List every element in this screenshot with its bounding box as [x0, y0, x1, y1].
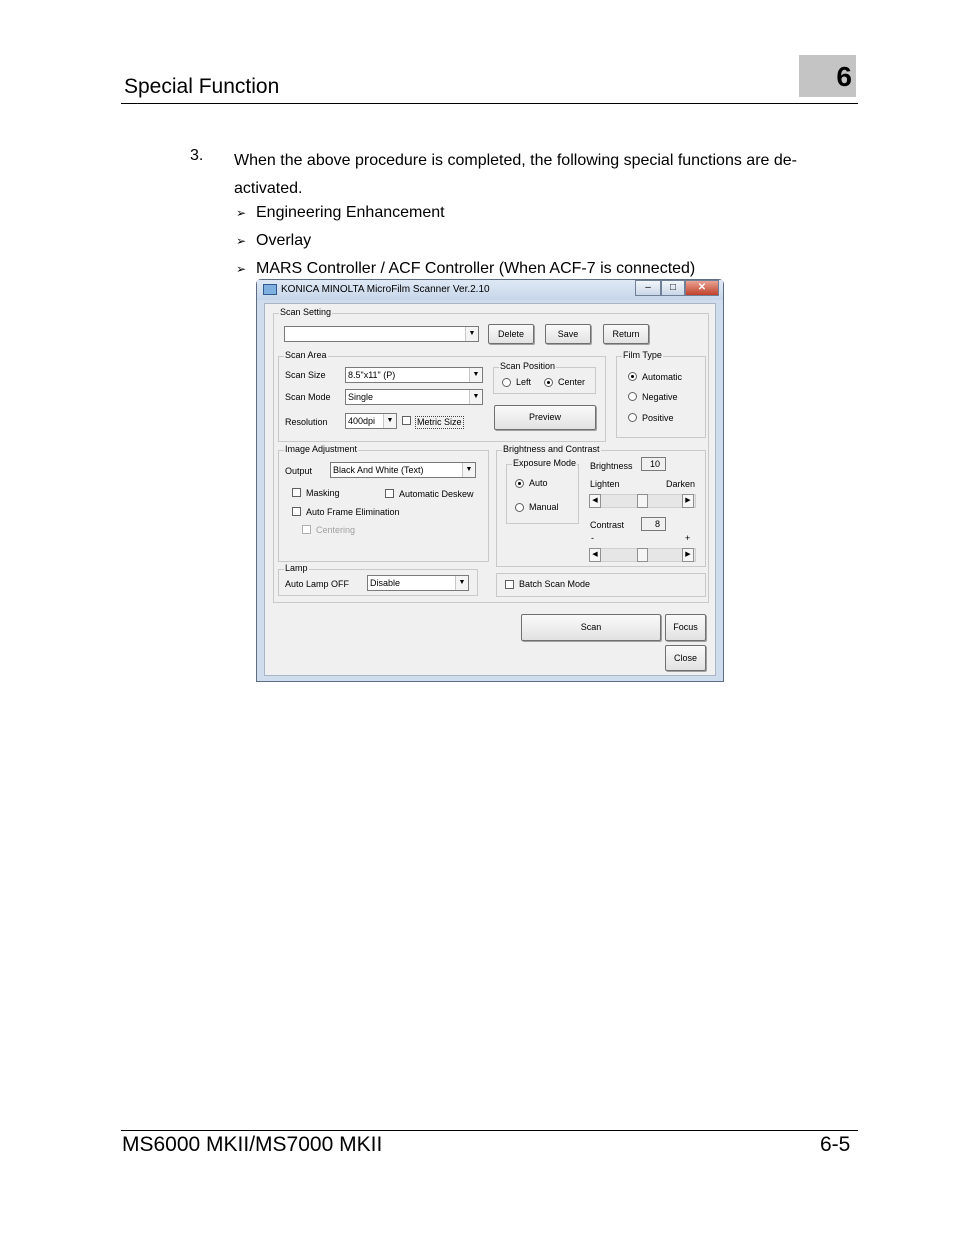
scan-size-value: 8.5"x11" (P) [348, 370, 396, 380]
output-label: Output [285, 466, 313, 476]
window-client-area [264, 303, 716, 676]
brightness-slider-thumb[interactable] [637, 494, 648, 508]
image-adjustment-group [278, 444, 489, 562]
scan-mode-label: Scan Mode [285, 392, 331, 402]
output-combo[interactable] [330, 462, 476, 478]
batch-scan-checkbox[interactable] [505, 580, 514, 589]
delete-button[interactable]: Delete [488, 324, 534, 344]
focus-button[interactable]: Focus [665, 614, 706, 641]
centering-checkbox[interactable] [302, 525, 311, 534]
window-titlebar[interactable] [257, 280, 723, 300]
footer-page-number: 6-5 [820, 1133, 851, 1156]
dropdown-arrow-icon: ▼ [469, 390, 482, 404]
bullet-arrow-icon: ➢ [236, 206, 247, 220]
film-negative-radio[interactable] [628, 392, 637, 401]
exposure-mode-legend: Exposure Mode [513, 458, 577, 468]
app-monitor-icon [263, 284, 277, 295]
bullet-text: Overlay [256, 232, 312, 249]
output-value: Black And White (Text) [333, 465, 424, 475]
masking-label: Masking [306, 488, 340, 498]
window-close-button[interactable]: ✕ [685, 280, 719, 296]
exposure-auto-label: Auto [529, 478, 548, 488]
slider-left-arrow-icon[interactable]: ◀ [589, 494, 601, 508]
scan-setting-group [273, 307, 709, 603]
bullet-text: Engineering Enhancement [256, 204, 445, 221]
slider-right-arrow-icon[interactable]: ▶ [682, 548, 694, 562]
deskew-label: Automatic Deskew [399, 489, 474, 499]
batch-scan-label: Batch Scan Mode [519, 579, 591, 589]
auto-lamp-off-value: Disable [370, 578, 401, 588]
bullet-text: MARS Controller / ACF Controller (When ACF-7 is connected) [256, 260, 696, 277]
auto-frame-elimination-checkbox[interactable] [292, 507, 301, 516]
maximize-button[interactable]: □ [661, 280, 685, 296]
close-button[interactable]: Close [665, 645, 706, 671]
scan-position-group [493, 361, 596, 394]
lighten-label: Lighten [590, 479, 620, 489]
save-button[interactable]: Save [545, 324, 591, 344]
masking-checkbox[interactable] [292, 488, 301, 497]
position-center-radio[interactable] [544, 378, 553, 387]
dropdown-arrow-icon: ▼ [383, 414, 396, 428]
slider-right-arrow-icon[interactable]: ▶ [682, 494, 694, 508]
resolution-label: Resolution [285, 417, 328, 427]
contrast-slider[interactable] [589, 548, 696, 562]
resolution-value: 400dpi [348, 416, 376, 426]
metric-size-label: Metric Size [417, 417, 462, 427]
step-text: When the above procedure is completed, the following special functions are de-activated. [234, 152, 797, 197]
scan-mode-combo[interactable] [345, 389, 483, 405]
scan-button[interactable]: Scan [521, 614, 661, 641]
image-adjustment-legend: Image Adjustment [285, 444, 358, 454]
bullet-arrow-icon: ➢ [236, 234, 247, 248]
position-left-label: Left [516, 377, 532, 387]
chapter-number: 6 [836, 61, 852, 92]
auto-frame-elimination-label: Auto Frame Elimination [306, 507, 400, 517]
centering-label: Centering [316, 525, 356, 535]
scan-mode-value: Single [348, 392, 374, 402]
darken-label: Darken [666, 479, 696, 489]
exposure-manual-radio[interactable] [515, 503, 524, 512]
auto-lamp-off-label: Auto Lamp OFF [285, 579, 350, 589]
film-automatic-label: Automatic [642, 372, 683, 382]
brightness-value-box: 10 [641, 457, 666, 471]
return-button[interactable]: Return [603, 324, 649, 344]
footer-divider [121, 1130, 858, 1131]
dropdown-arrow-icon: ▼ [455, 576, 468, 590]
scan-size-label: Scan Size [285, 370, 326, 380]
film-positive-radio[interactable] [628, 413, 637, 422]
position-center-label: Center [558, 377, 586, 387]
bullet-arrow-icon: ➢ [236, 262, 247, 276]
brightness-slider[interactable] [589, 494, 696, 508]
bullet-item [236, 260, 695, 278]
bullet-item [236, 232, 311, 250]
lamp-legend: Lamp [285, 563, 308, 573]
brightness-contrast-group [496, 444, 706, 567]
film-negative-label: Negative [642, 392, 678, 402]
scan-setting-legend: Scan Setting [280, 307, 332, 317]
step-number: 3. [190, 147, 204, 164]
minimize-button[interactable]: – [635, 280, 661, 296]
scan-position-legend: Scan Position [500, 361, 556, 371]
exposure-manual-label: Manual [529, 502, 559, 512]
film-positive-label: Positive [642, 413, 674, 423]
chapter-tab [799, 55, 856, 97]
film-type-group [616, 350, 706, 438]
brightness-label: Brightness [590, 461, 633, 471]
deskew-checkbox[interactable] [385, 489, 394, 498]
section-title: Special Function [124, 75, 280, 98]
exposure-auto-radio[interactable] [515, 479, 524, 488]
preview-button[interactable]: Preview [494, 405, 596, 430]
position-left-radio[interactable] [502, 378, 511, 387]
bullet-item [236, 204, 445, 222]
contrast-value-box: 8 [641, 517, 666, 531]
brightness-contrast-legend: Brightness and Contrast [503, 444, 600, 454]
contrast-minus-label: - [591, 533, 594, 543]
dropdown-arrow-icon: ▼ [465, 327, 478, 341]
scan-area-legend: Scan Area [285, 350, 327, 360]
scanner-window [256, 279, 724, 682]
dropdown-arrow-icon: ▼ [462, 463, 475, 477]
header-divider [121, 103, 858, 104]
contrast-slider-thumb[interactable] [637, 548, 648, 562]
lamp-group [278, 563, 478, 596]
scan-size-combo[interactable] [345, 367, 483, 383]
scan-setting-combo[interactable] [284, 326, 479, 342]
contrast-label: Contrast [590, 520, 625, 530]
film-automatic-radio[interactable] [628, 372, 637, 381]
slider-left-arrow-icon[interactable]: ◀ [589, 548, 601, 562]
contrast-plus-label: + [685, 533, 691, 543]
film-type-legend: Film Type [623, 350, 662, 360]
batch-scan-group [496, 573, 706, 597]
footer-model: MS6000 MKII/MS7000 MKII [122, 1133, 383, 1156]
auto-lamp-off-combo[interactable] [367, 575, 469, 591]
window-title: KONICA MINOLTA MicroFilm Scanner Ver.2.10 [281, 284, 490, 295]
metric-size-checkbox[interactable] [402, 416, 411, 425]
dropdown-arrow-icon: ▼ [469, 368, 482, 382]
exposure-mode-group [506, 458, 579, 524]
resolution-combo[interactable] [345, 413, 397, 429]
